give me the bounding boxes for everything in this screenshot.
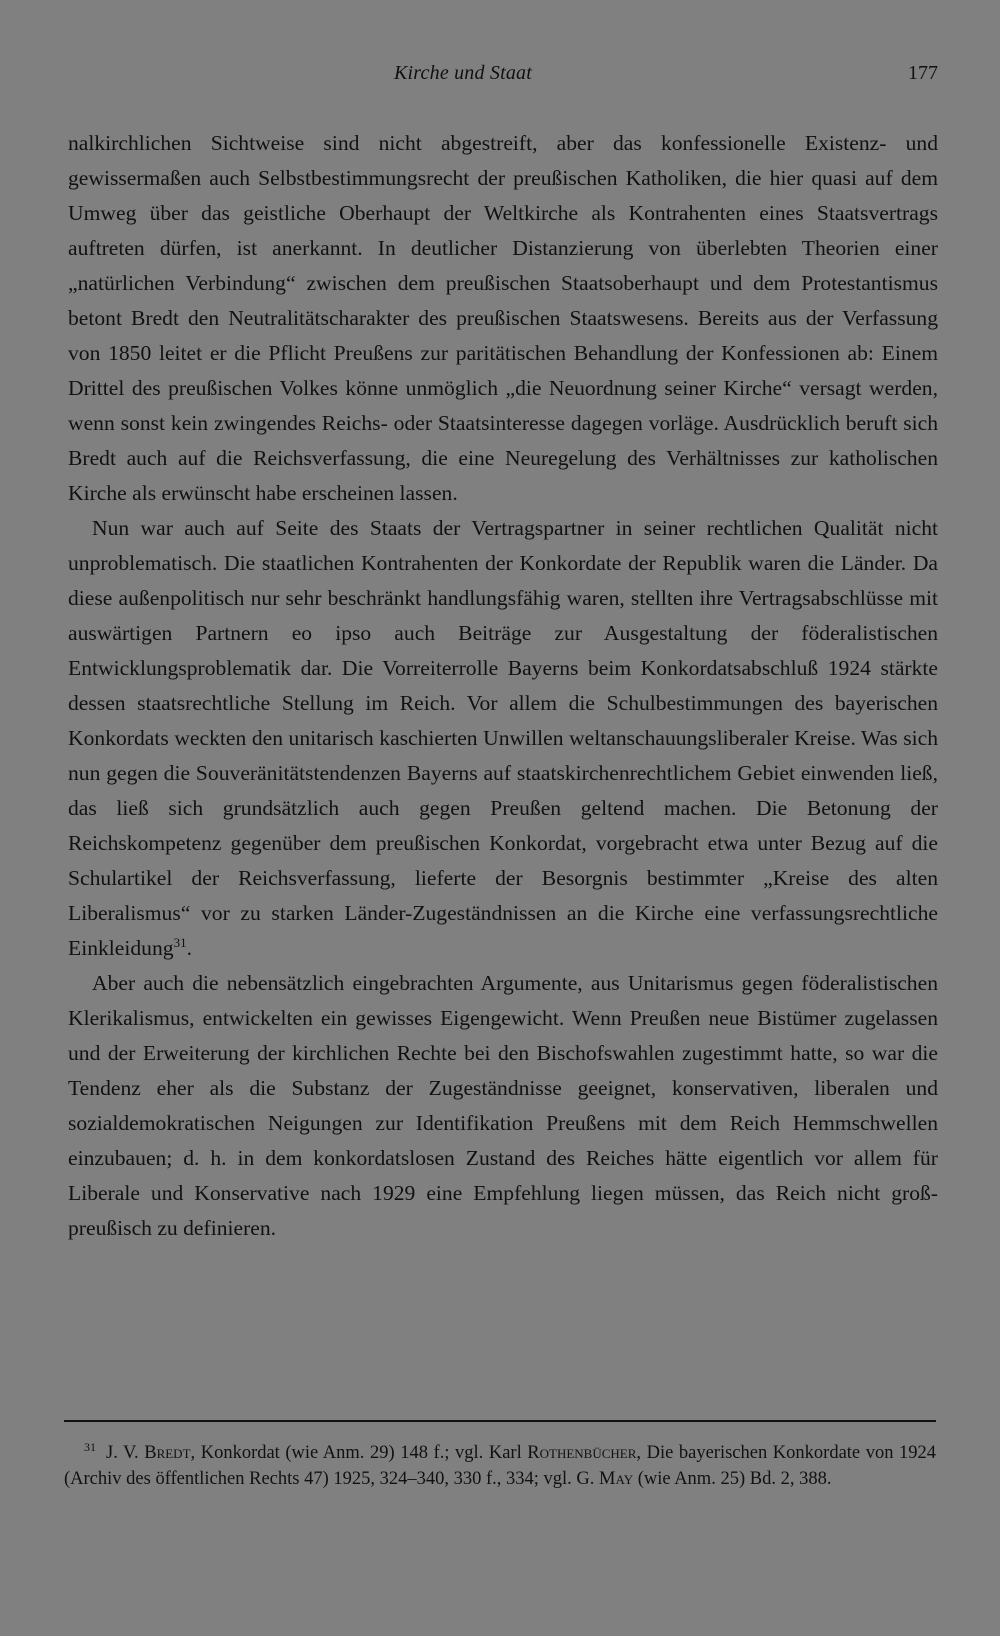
paragraph-2-end: .: [186, 936, 192, 960]
running-head: [64, 62, 942, 92]
footnotes: [64, 1440, 936, 1492]
body-text: [68, 126, 938, 1246]
paragraph-3: Aber auch die nebensätzlich eingebrachten Argumente, aus Unitarismus gegen föderalistischen Klerikalismus, entwickelten ein gewisses Eigengewicht. Wenn Preußen neue Bistümer zugelassen und der Erweiterung der kirchlichen Rechte bei den Bischofswahlen zugestimmt hatte, so war die Tendenz eher als die Substanz der Zugeständnisse geeignet, konservativen, liberalen und sozialdemokratischen Neigungen zur Identifikation Preußens mit dem Reich Hemmschwellen einzubauen; d. h. in dem konkordatslosen Zustand des Reiches hätte eigentlich vor allem für Liberale und Konservative nach 1929 eine Empfehlung liegen müssen, das Reich nicht groß-preußisch zu definieren.: [68, 971, 938, 1240]
footnote-separator: [64, 1420, 936, 1422]
footnote-text-3: , Die bayerischen Konkordate von 1924 (Archiv des öffentlichen Rechts 47) 1925, 324–340, 330 f., 334; vgl. G.: [64, 1443, 937, 1489]
footnote-author-may: May: [599, 1469, 634, 1489]
footnote-author-bredt: Bredt: [144, 1443, 191, 1463]
paragraph-2-text: Nun war auch auf Seite des Staats der Vertragspartner in seiner rechtlichen Qualität nicht unproblematisch. Die staatlichen Kontrahenten der Konkordate der Republik waren die Länder. Da diese außenpolitisch nur sehr beschränkt handlungsfähig waren, stellten ihre Vertragsabschlüsse mit auswärtigen Partnern eo ipso auch Beiträge zur Ausgestaltung der föderalistischen Entwicklungsproblematik dar. Die Vorreiterrolle Bayerns beim Konkordatsabschluß 1924 stärkte dessen staatsrechtliche Stellung im Reich. Vor allem die Schulbestimmungen des bayerischen Konkordats weckten den unitarisch kaschierten Unwillen weltanschauungsliberaler Kreise. Was sich nun gegen die Souveränitätstendenzen Bayerns auf staatskirchenrechtlichem Gebiet einwenden ließ, das ließ sich grundsätzlich auch gegen Preußen geltend machen. Die Betonung der Reichskompetenz gegenüber dem preußischen Konkordat, vorgebracht etwa unter Bezug auf die Schulartikel der Reichsverfassung, lieferte der Besorgnis bestimmter „Kreise des alten Liberalismus“ vor zu starken Länder-Zugeständnissen an die Kirche eine verfassungsrechtliche Einkleidung: [68, 516, 938, 960]
footnote-number: 31: [84, 1439, 96, 1454]
paragraph-2: [68, 511, 938, 966]
footnote-text-1: J. V.: [106, 1443, 145, 1463]
page-number: 177: [908, 62, 938, 84]
paragraph-1: nalkirchlichen Sichtweise sind nicht abgestreift, aber das konfessionelle Existenz- und gewissermaßen auch Selbstbestimmungsrecht der preußischen Katholiken, die hier quasi auf dem Umweg über das geistliche Oberhaupt der Weltkirche als Kontrahenten eines Staatsvertrags auftreten dürfen, ist anerkannt. In deutlicher Distanzierung von überlebten Theorien einer „natürlichen Verbindung“ zwischen dem preußischen Staatsoberhaupt und dem Protestantismus betont Bredt den Neutralitätscharakter des preußischen Staatswesens. Bereits aus der Verfassung von 1850 leitet er die Pflicht Preußens zur paritätischen Behandlung der Konfessionen ab: Einem Drittel des preußischen Volkes könne unmöglich „die Neuordnung seiner Kirche“ versagt werden, wenn sonst kein zwingendes Reichs- oder Staatsinteresse dagegen vorläge. Ausdrücklich beruft sich Bredt auch auf die Reichsverfassung, die eine Neuregelung des Verhältnisses zur katholischen Kirche als erwünscht habe erscheinen lassen.: [68, 131, 938, 505]
footnote-author-rothenbuecher: Rothenbücher: [527, 1443, 637, 1463]
footnote-31: [64, 1440, 936, 1492]
footnote-text-2: , Konkordat (wie Anm. 29) 148 f.; vgl. Karl: [190, 1443, 528, 1463]
footnote-text-4: (wie Anm. 25) Bd. 2, 388.: [633, 1469, 832, 1489]
footnote-reference[interactable]: 31: [173, 934, 187, 950]
running-head-title: Kirche und Staat: [394, 62, 533, 84]
